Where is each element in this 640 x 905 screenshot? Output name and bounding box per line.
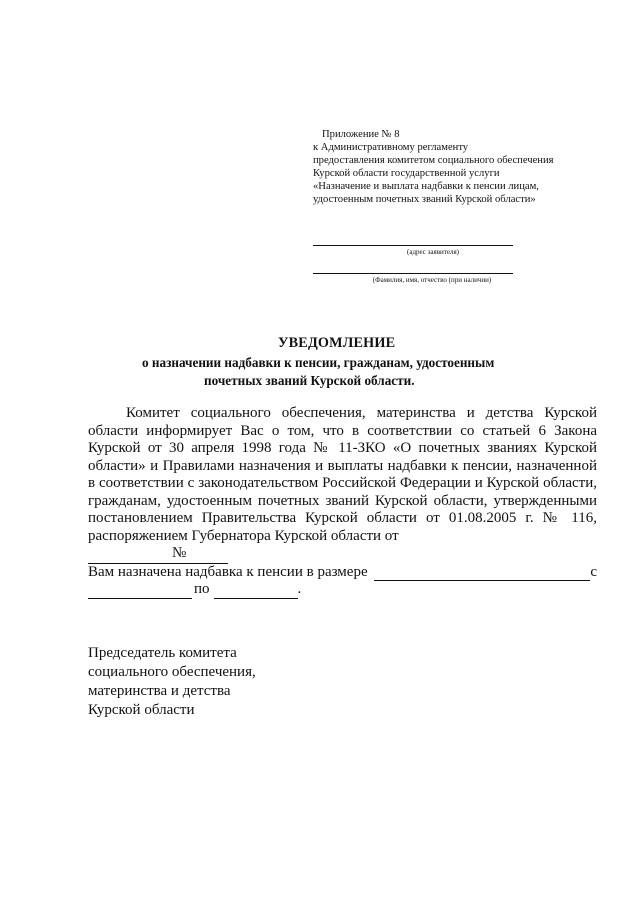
appendix-line: предоставления комитетом социального обеспечения (313, 155, 554, 166)
order-number-label: № (172, 545, 228, 564)
order-number-line (88, 545, 597, 564)
period-end-dot: . (297, 581, 302, 597)
notice-subtitle-line1: о назначении надбавки к пенсии, гражданам, удостоенным (142, 355, 495, 370)
assigned-amount-line (88, 564, 597, 582)
from-word: с (590, 563, 597, 580)
signature-block (88, 644, 256, 720)
signature-line: Курской области (88, 702, 195, 718)
period-line (88, 581, 597, 599)
appendix-line: «Назначение и выплата надбавки к пенсии лицам, (313, 181, 539, 192)
appendix-line: удостоенным почетных званий Курской области» (313, 194, 536, 205)
appendix-title: Приложение № 8 (322, 129, 400, 140)
notice-body (88, 405, 597, 599)
appendix-line: к Административному регламенту (313, 142, 469, 153)
address-caption: (адрес заявителя) (407, 248, 459, 256)
signature-line: социального обеспечения, (88, 664, 256, 680)
order-date-blank (88, 550, 172, 564)
signature-line: материнства и детства (88, 683, 231, 699)
amount-blank (374, 567, 591, 581)
appendix-block (313, 128, 613, 206)
notice-paragraph: Комитет социального обеспечения, материнства и детства Курской области информирует Вас о том, что в соответствии со статьей 6 Закона Курской от 30 апреля 1998 года № 11-ЗКО «О почетных званиях Курской области» и Правилами назначения и выплаты надбавки к пенсии, назначенной в соответствии с законодательством Российской Федерации и Курской области, гражданам, удостоенным почетных званий Курской области, утвержденными постановлением Правительства Курской области от 01.08.2005 г. № 116, распоряжением Губернатора Курской области от (88, 405, 597, 544)
applicant-name-field (313, 273, 513, 284)
name-rule (313, 273, 513, 274)
address-rule (313, 245, 513, 246)
applicant-address-field (313, 245, 513, 256)
signature-line: Председатель комитета (88, 645, 237, 661)
to-date-blank (214, 585, 298, 599)
to-word: по (194, 581, 210, 597)
appendix-line: Курской области государственной услуги (313, 168, 500, 179)
name-caption: (Фамилия, имя, отчество (при наличии) (372, 276, 492, 284)
notice-subtitle-line2: почетных званий Курской области. (204, 373, 415, 388)
assigned-text: Вам назначена надбавка к пенсии в размере (88, 563, 368, 580)
notice-title: УВЕДОМЛЕНИЕ (278, 335, 396, 351)
from-date-blank (88, 585, 192, 599)
